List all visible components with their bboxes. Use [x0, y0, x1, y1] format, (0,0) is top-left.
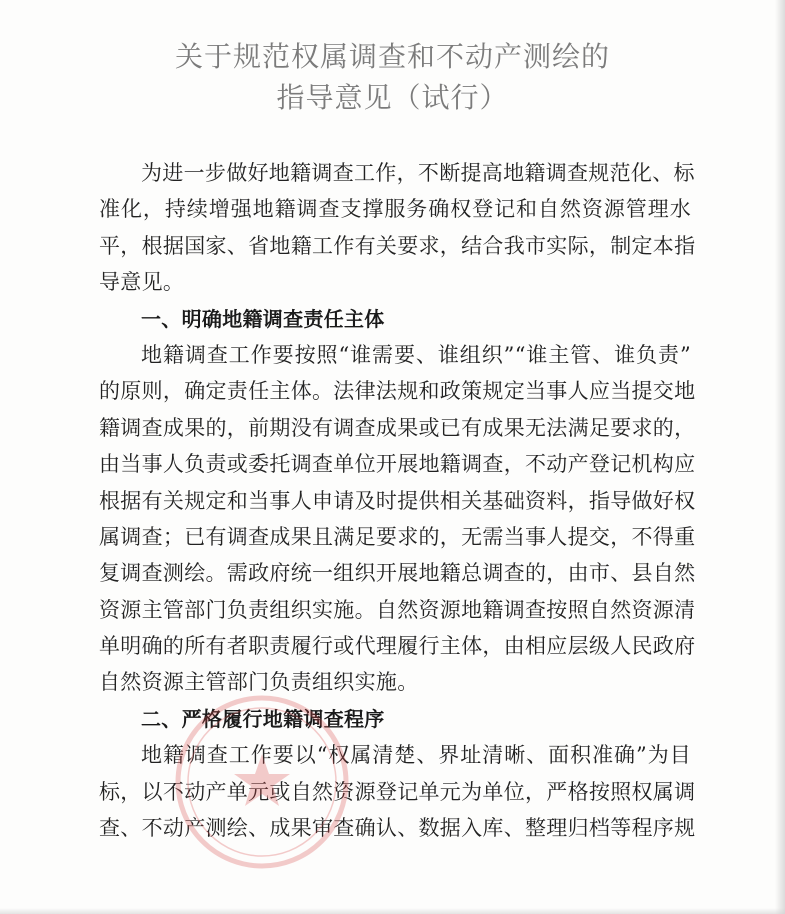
scan-edge-shadow [775, 0, 785, 914]
section-1-line: 地籍调查工作要按照“谁需要、谁组织”“谁主管、谁负责” [141, 342, 691, 367]
section-1-line: 复调查测绘。需政府统一组织开展地籍总调查的，由市、县自然 [99, 561, 696, 586]
section-1-line: 单明确的所有者职责履行或代理履行主体，由相应层级人民政府 [99, 634, 696, 659]
section-1-line: 属调查；已有调查成果且满足要求的，无需当事人提交，不得重 [99, 524, 696, 549]
section-2-line: 标，以不动产单元或自然资源登记单元为单位，严格按照权属调 [99, 779, 696, 804]
scan-edge-shadow-bottom [0, 908, 785, 914]
section-1-line: 籍调查成果的，前期没有调查成果或已有成果无法满足要求的， [99, 415, 696, 440]
intro-paragraph-line: 导意见。 [99, 270, 185, 295]
section-1-line: 的原则，确定责任主体。法律法规和政策规定当事人应当提交地 [99, 379, 696, 404]
document-body [99, 155, 696, 846]
section-2-line: 查、不动产测绘、成果审查确认、数据入库、整理归档等程序规 [99, 816, 696, 841]
section-1-line: 由当事人负责或委托调查单位开展地籍调查，不动产登记机构应 [99, 452, 696, 477]
section-1-line: 自然资源主管部门负责组织实施。 [99, 670, 419, 695]
section-1-heading: 一、明确地籍调查责任主体 [141, 306, 385, 331]
document-title-line-1: 关于规范权属调查和不动产测绘的 [174, 40, 610, 73]
intro-paragraph-line: 准化，持续增强地籍调查支撑服务确权登记和自然资源管理水 [99, 197, 691, 222]
section-2-line: 地籍调查工作要以“权属清楚、界址清晰、面积准确”为目 [141, 743, 691, 768]
section-1-line: 资源主管部门负责组织实施。自然资源地籍调查按照自然资源清 [99, 597, 696, 622]
intro-paragraph-line: 平，根据国家、省地籍工作有关要求，结合我市实际，制定本指 [99, 233, 696, 258]
document-title-line-2: 指导意见（试行） [276, 81, 509, 114]
section-1-line: 根据有关规定和当事人申请及时提供相关基础资料，指导做好权 [99, 488, 696, 513]
intro-paragraph-line: 为进一步做好地籍调查工作，不断提高地籍调查规范化、标 [141, 161, 695, 185]
section-2-heading: 二、严格履行地籍调查程序 [141, 706, 385, 731]
